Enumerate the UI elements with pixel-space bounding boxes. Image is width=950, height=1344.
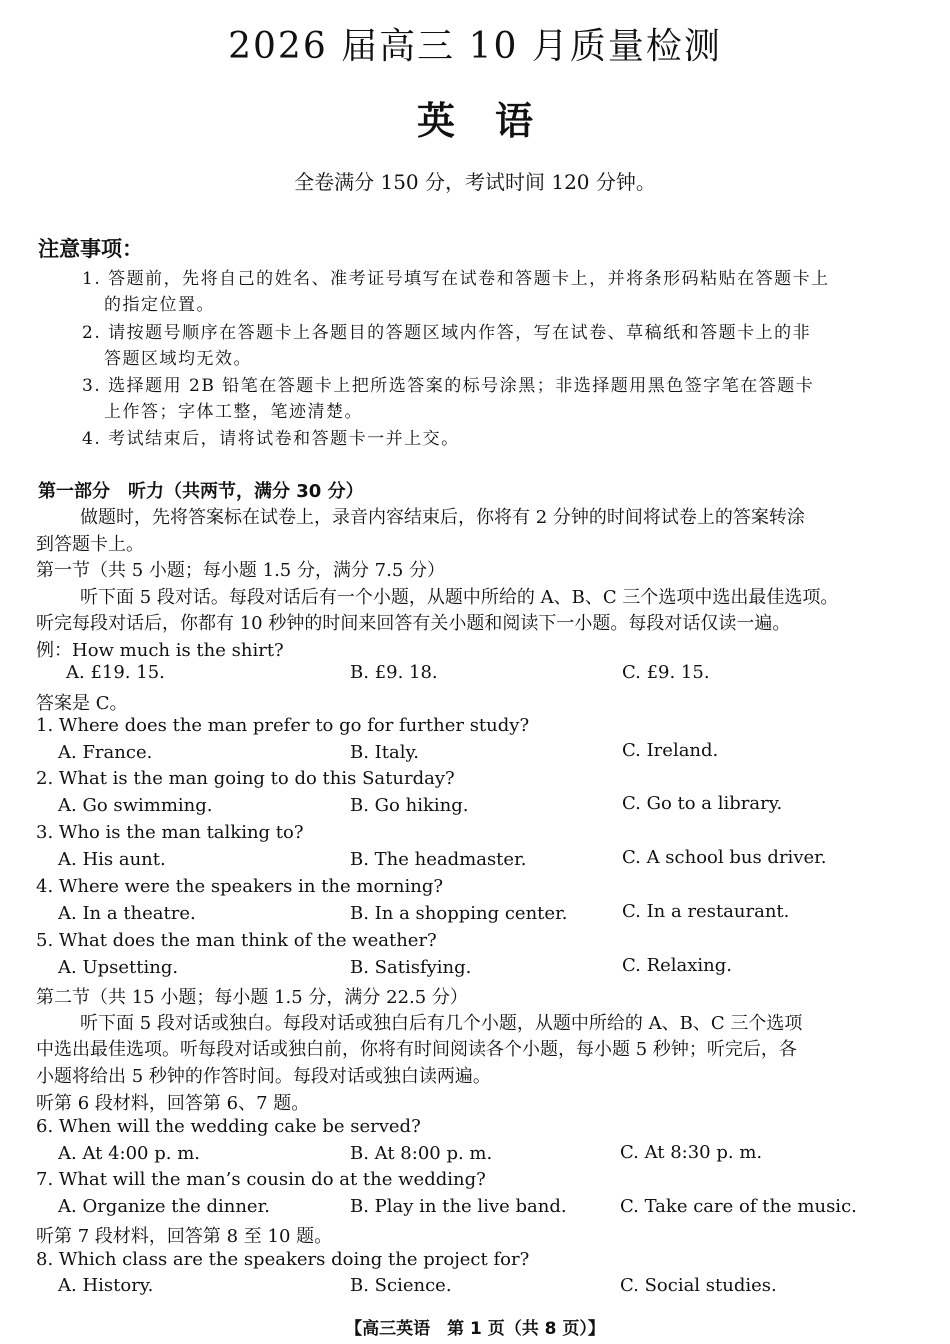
notice-line: 3. 选择题用 2B 铅笔在答题卡上把所选答案的标号涂黑；非选择题用黑色签字笔在答题卡 xyxy=(82,376,815,396)
question: 3. Who is the man talking to? xyxy=(36,822,304,843)
section1-directions: 听下面 5 段对话。每段对话后有一个小题，从题中所给的 A、B、C 三个选项中选出最佳选项。 xyxy=(80,587,839,608)
exam-info: 全卷满分 150 分，考试时间 120 分钟。 xyxy=(294,170,656,194)
notice-line: 1. 答题前，先将自己的姓名、准考证号填写在试卷和答题卡上，并将条形码粘贴在答题卡上 xyxy=(82,269,830,289)
option-c: C. Social studies. xyxy=(620,1275,777,1296)
option-b: B. Science. xyxy=(350,1275,452,1296)
option-b: B. Italy. xyxy=(350,742,420,763)
option-a: A. At 4:00 p. m. xyxy=(58,1143,200,1164)
option-c: C. At 8:30 p. m. xyxy=(620,1142,763,1163)
section1-heading: 第一节（共 5 小题；每小题 1.5 分，满分 7.5 分） xyxy=(36,560,446,581)
example-question: 例：How much is the shirt? xyxy=(36,640,284,661)
part1-heading: 第一部分 听力（共两节，满分 30 分） xyxy=(38,481,364,502)
section2-directions: 中选出最佳选项。听每段对话或独白前，你将有时间阅读各个小题，每小题 5 秒钟；听完后，各 xyxy=(36,1039,797,1060)
example-option-b: B. £9. 18. xyxy=(350,662,438,683)
option-a: A. In a theatre. xyxy=(58,903,196,924)
option-a: A. Upsetting. xyxy=(58,957,179,978)
option-b: B. The headmaster. xyxy=(350,849,527,870)
option-c: C. A school bus driver. xyxy=(622,847,827,868)
option-b: B. At 8:00 p. m. xyxy=(350,1143,493,1164)
notice-line: 的指定位置。 xyxy=(104,295,215,315)
option-c: C. Take care of the music. xyxy=(620,1196,857,1217)
material-6-note: 听第 6 段材料，回答第 6、7 题。 xyxy=(36,1093,310,1114)
question: 5. What does the man think of the weather? xyxy=(36,930,437,951)
part1-intro: 到答题卡上。 xyxy=(36,534,144,555)
question: 6. When will the wedding cake be served? xyxy=(36,1116,421,1137)
notice-line: 2. 请按题号顺序在答题卡上各题目的答题区域内作答，写在试卷、草稿纸和答题卡上的非 xyxy=(82,323,812,343)
option-b: B. In a shopping center. xyxy=(350,903,568,924)
section2-heading: 第二节（共 15 小题；每小题 1.5 分，满分 22.5 分） xyxy=(36,987,468,1008)
section1-directions: 听完每段对话后，你都有 10 秒钟的时间来回答有关小题和阅读下一小题。每段对话仅读一遍。 xyxy=(36,613,791,634)
option-a: A. His aunt. xyxy=(58,849,166,870)
option-c: C. Go to a library. xyxy=(622,793,783,814)
notice-line: 答题区域均无效。 xyxy=(104,349,252,369)
example-option-a: A. £19. 15. xyxy=(66,662,165,683)
question: 7. What will the man’s cousin do at the wedding? xyxy=(36,1169,486,1190)
question: 8. Which class are the speakers doing the project for? xyxy=(36,1249,530,1270)
option-b: B. Satisfying. xyxy=(350,957,472,978)
option-c: C. Relaxing. xyxy=(622,955,733,976)
option-a: A. History. xyxy=(58,1275,154,1296)
option-a: A. Organize the dinner. xyxy=(58,1196,270,1217)
option-c: C. Ireland. xyxy=(622,740,719,761)
notice-line: 4. 考试结束后，请将试卷和答题卡一并上交。 xyxy=(82,429,460,449)
part1-intro: 做题时，先将答案标在试卷上，录音内容结束后，你将有 2 分钟的时间将试卷上的答案转涂 xyxy=(80,507,805,528)
exam-title: 2026 届高三 10 月质量检测 xyxy=(228,26,722,67)
section2-directions: 小题将给出 5 秒钟的作答时间。每段对话或独白读两遍。 xyxy=(36,1066,491,1087)
question: 4. Where were the speakers in the morning? xyxy=(36,876,444,897)
option-b: B. Go hiking. xyxy=(350,795,469,816)
section2-directions: 听下面 5 段对话或独白。每段对话或独白后有几个小题，从题中所给的 A、B、C 三个选项 xyxy=(80,1013,803,1034)
page-footer: 【高三英语 第 1 页（共 8 页）】 xyxy=(345,1319,605,1339)
material-7-note: 听第 7 段材料，回答第 8 至 10 题。 xyxy=(36,1226,333,1247)
option-a: A. France. xyxy=(58,742,153,763)
notice-line: 上作答；字体工整，笔迹清楚。 xyxy=(104,402,363,422)
notice-heading: 注意事项： xyxy=(38,237,143,261)
option-a: A. Go swimming. xyxy=(58,795,213,816)
subject-title: 英语 xyxy=(416,98,573,143)
question: 2. What is the man going to do this Saturday? xyxy=(36,768,455,789)
option-b: B. Play in the live band. xyxy=(350,1196,567,1217)
question: 1. Where does the man prefer to go for further study? xyxy=(36,715,530,736)
example-option-c: C. £9. 15. xyxy=(622,662,710,683)
example-answer: 答案是 C。 xyxy=(36,693,128,714)
option-c: C. In a restaurant. xyxy=(622,901,790,922)
